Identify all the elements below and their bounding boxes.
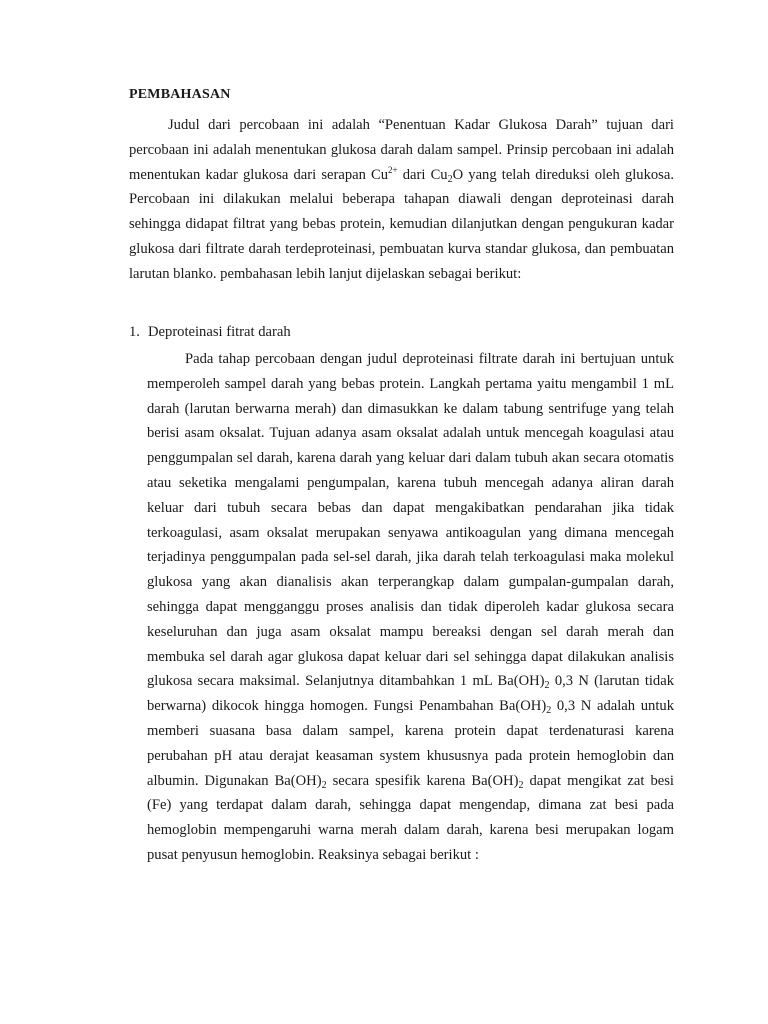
intro-text-3: O yang telah direduksi oleh glukosa. Percobaan ini dilakukan melalui beberapa tahapan diawali dengan deproteinasi darah sehingga didapat filtrat yang bebas protein, kemudian dilanjutkan dengan pengukuran kadar glukosa dari filtrate darah terdeproteinasi, pembuatan kurva standar glukosa, dan pembuatan larutan blanko. pembahasan lebih lanjut dijelaskan sebagai berikut: [129,166,674,282]
section1-text-5: dapat mengikat zat besi (Fe) yang terdapat dalam darah, sehingga dapat mengendap, dimana zat besi pada hemoglobin mempengaruhi warna merah dalam darah, karena besi merupakan logam pusat penyusun hemoglobin. Reaksinya sebagai berikut : [147,772,674,863]
section1-text-3: 0,3 N adalah untuk memberi suasana basa dalam sampel, karena protein dapat terdenaturasi karena perubahan pH atau derajat keasaman system khususnya pada protein hemoglobin dan albumin. Digunakan Ba(OH) [147,698,674,789]
copper-oxide-subscript: 2 [447,173,453,185]
intro-paragraph [129,113,674,287]
section1-text-1: Pada tahap percobaan dengan judul deproteinasi filtrate darah ini bertujuan untuk memperoleh sampel darah yang bebas protein. Langkah pertama yaitu mengambil 1 mL darah (larutan berwarna merah) dan dimasukkan ke dalam tabung sentrifuge yang telah berisi asam oksalat. Tujuan adanya asam oksalat adalah untuk mencegah koagulasi atau penggumpalan sel darah, karena darah yang keluar dari dalam tubuh akan secara otomatis atau seketika mengalami pengumpalan, karena tubuh mencegah adanya aliran darah keluar dari tubuh secara bebas dan dapat mengakibatkan pendarahan jika tidak terkoagulasi, asam oksalat merupakan senyawa antikoagulan yang dimana mencegah terjadinya penggumpalan pada sel-sel darah, jika darah telah terkoagulasi maka molekul glukosa yang akan dianalisis akan terperangkap dalam gumpalan-gumpalan darah, sehingga dapat mengganggu proses analisis dan tidak diperoleh kadar glukosa secara keseluruhan dan juga asam oksalat mampu bereaksi dengan sel darah merah dan membuka sel darah agar glukosa dapat keluar dari sel sehingga dapat dilakukan analisis glukosa secara maksimal. Selanjutnya ditambahkan 1 mL Ba(OH) [147,351,674,690]
intro-text-2: dari Cu [397,166,448,183]
list-number: 1. [129,324,140,340]
list-item-deproteinasi [129,324,291,341]
baoh2-subscript-1: 2 [544,680,550,692]
intro-text-1: Judul dari percobaan ini adalah “Penentuan Kadar Glukosa Darah” tujuan dari percobaan ini adalah menentukan glukosa darah dalam sampel. Prinsip percobaan ini adalah menentukan kadar glukosa dari serapan Cu [129,117,674,183]
section1-text-4: secara spesifik karena Ba(OH) [326,772,519,789]
section-heading: PEMBAHASAN [129,87,231,102]
baoh2-subscript-2: 2 [546,705,552,717]
section1-text-2: 0,3 N (larutan tidak berwarna) dikocok hingga homogen. Fungsi Penambahan Ba(OH) [147,673,674,715]
deproteinasi-paragraph [147,347,674,868]
baoh2-subscript-4: 2 [518,779,524,791]
list-item-title: Deproteinasi fitrat darah [148,324,291,340]
baoh2-subscript-3: 2 [321,779,327,791]
copper-ion-charge: 2+ [388,164,398,175]
